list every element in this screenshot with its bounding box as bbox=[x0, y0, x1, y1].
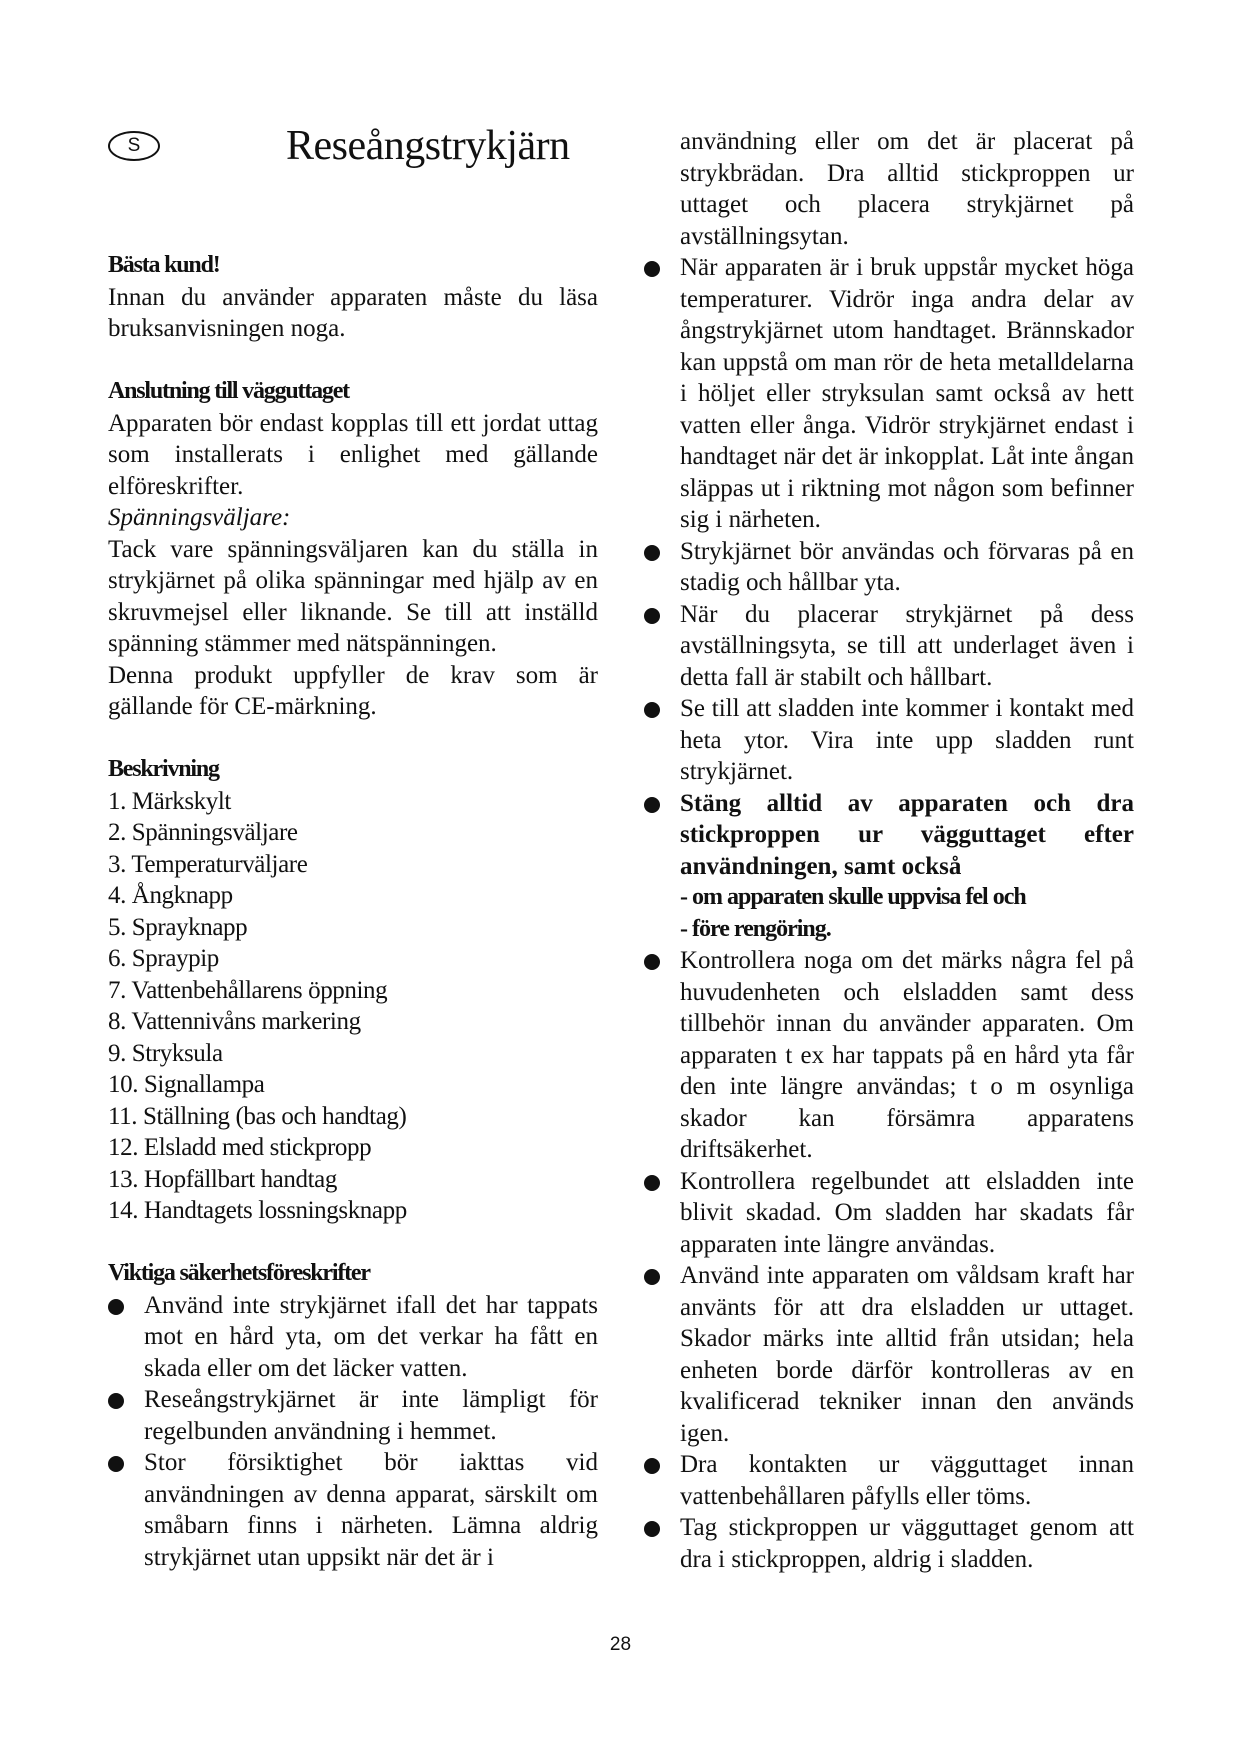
list-item: Tag stickproppen ur vägguttaget genom att dra i stickproppen, aldrig i sladden. bbox=[644, 1512, 1134, 1575]
bullet-icon bbox=[108, 1299, 124, 1315]
list-item: 6. Spraypip bbox=[108, 945, 219, 972]
bullet-icon bbox=[644, 702, 660, 718]
list-item: 8. Vattennivåns markering bbox=[108, 1008, 361, 1035]
list-item: Dra kontakten ur vägguttaget innan vattenbehållaren påfylls eller töms. bbox=[644, 1449, 1134, 1512]
list-item: Använd inte strykjärnet ifall det har tappats mot en hård yta, om det verkar ha fått en skada eller om det läcker vatten. bbox=[108, 1290, 598, 1385]
bullet-icon bbox=[644, 954, 660, 970]
list-item: Använd inte apparaten om våldsam kraft har använts för att dra elsladden ur uttaget. Skador märks inte alltid från utsidan; hela enheten borde därför kontrolleras av en kvalificerad tekniker innan den används igen. bbox=[644, 1260, 1134, 1449]
right-column bbox=[644, 126, 1134, 1575]
bullet-icon bbox=[644, 1269, 660, 1285]
bullet-icon bbox=[644, 1458, 660, 1474]
sub-item: - om apparaten skulle uppvisa fel och bbox=[680, 884, 1026, 910]
bullet-icon bbox=[644, 608, 660, 624]
list-item: 3. Temperaturväljare bbox=[108, 850, 308, 878]
list-item: 4. Ångknapp bbox=[108, 882, 233, 909]
list-item: 12. Elsladd med stickpropp bbox=[108, 1134, 372, 1161]
intro-heading: Bästa kund! bbox=[108, 252, 220, 278]
list-item: Kontrollera noga om det märks några fel på huvudenheten och elsladden samt dess tillbehör innan du använder apparaten. Om apparaten t ex har tappats på en hård yta får den inte längre användas; t o m osynliga skador kan försämra apparatens driftsäkerhet. bbox=[644, 945, 1134, 1166]
safety-list-right bbox=[644, 126, 1134, 1575]
list-item: 9. Stryksula bbox=[108, 1039, 223, 1067]
voltage-selector-text: Tack vare spänningsväljaren kan du ställa in strykjärnet på olika spänningar med hjälp av en skruvmejsel eller liknande. Se till att inställd spänning stämmer med nätspänningen. bbox=[108, 535, 598, 657]
list-item: När apparaten är i bruk uppstår mycket höga temperaturer. Vidrör inga andra delar av ångstrykjärnet utom handtaget. Brännskador kan uppstå om man rör de heta metalldelarna i höljet eller stryksulan samt också av hett vatten eller ånga. Vidrör strykjärnet endast i handtaget när det är inkopplat. Låt inte ångan släppas ut i riktning mot någon som befinner sig i närheten. bbox=[644, 252, 1134, 536]
list-item-continuation: användning eller om det är placerat på strykbrädan. Dra alltid stickproppen ur uttaget och placera strykjärnet på avställningsytan. bbox=[680, 128, 1134, 250]
language-badge: S bbox=[108, 131, 160, 161]
list-item: 11. Ställning (bas och handtag) bbox=[108, 1102, 407, 1130]
left-column bbox=[108, 120, 598, 1573]
safety-list-left bbox=[108, 1290, 598, 1574]
bullet-icon bbox=[644, 1521, 660, 1537]
bullet-icon bbox=[108, 1393, 124, 1409]
connection-heading: Anslutning till vägguttaget bbox=[108, 378, 349, 404]
page-title: Reseångstrykjärn bbox=[286, 123, 570, 169]
description-heading: Beskrivning bbox=[108, 756, 219, 782]
connection-text: Apparaten bör endast kopplas till ett jordat uttag som installerats i enlighet med gällande elföreskrifter. bbox=[108, 409, 598, 500]
safety-heading: Viktiga säkerhetsföreskrifter bbox=[108, 1260, 370, 1286]
list-item: Kontrollera regelbundet att elsladden inte blivit skadad. Om sladden har skadats får apparaten inte längre användas. bbox=[644, 1166, 1134, 1261]
ce-text: Denna produkt uppfyller de krav som är gällande för CE-märkning. bbox=[108, 661, 598, 720]
list-item: Strykjärnet bör användas och förvaras på en stadig och hållbar yta. bbox=[644, 536, 1134, 599]
list-item: När du placerar strykjärnet på dess avställningsyta, se till att underlaget även i detta fall är stabilt och hållbart. bbox=[644, 599, 1134, 694]
list-item: Stor försiktighet bör iakttas vid användningen av denna apparat, särskilt om småbarn finns i närheten. Lämna aldrig strykjärnet utan uppsikt när det är i bbox=[108, 1447, 598, 1573]
bullet-icon bbox=[644, 545, 660, 561]
title-row bbox=[108, 120, 598, 172]
list-item: 14. Handtagets lossningsknapp bbox=[108, 1197, 407, 1224]
list-item: Reseångstrykjärnet är inte lämpligt för regelbunden användning i hemmet. bbox=[108, 1384, 598, 1447]
bullet-icon bbox=[108, 1456, 124, 1472]
list-item: 13. Hopfällbart handtag bbox=[108, 1165, 337, 1193]
list-item: Se till att sladden inte kommer i kontakt med heta ytor. Vira inte upp sladden runt strykjärnet. bbox=[644, 693, 1134, 788]
list-item: 2. Spänningsväljare bbox=[108, 819, 298, 846]
sub-item: - före rengöring. bbox=[680, 915, 831, 942]
list-item: 5. Sprayknapp bbox=[108, 913, 248, 941]
list-item: 10. Signallampa bbox=[108, 1071, 265, 1098]
list-item: 7. Vattenbehållarens öppning bbox=[108, 976, 388, 1004]
bullet-icon bbox=[644, 797, 660, 813]
intro-text: Innan du använder apparaten måste du läsa bruksanvisningen noga. bbox=[108, 283, 598, 342]
page-number: 28 bbox=[609, 1634, 632, 1655]
bullet-icon bbox=[644, 261, 660, 277]
list-item: 1. Märkskylt bbox=[108, 787, 231, 815]
bullet-icon bbox=[644, 1175, 660, 1191]
list-item-bold: Stäng alltid av apparaten och dra stickproppen ur vägguttaget efter användningen, samt också - om apparaten skulle uppvisa fel och - före rengöring. bbox=[644, 788, 1134, 946]
parts-list bbox=[108, 786, 598, 1227]
voltage-selector-label: Spänningsväljare: bbox=[108, 504, 291, 531]
